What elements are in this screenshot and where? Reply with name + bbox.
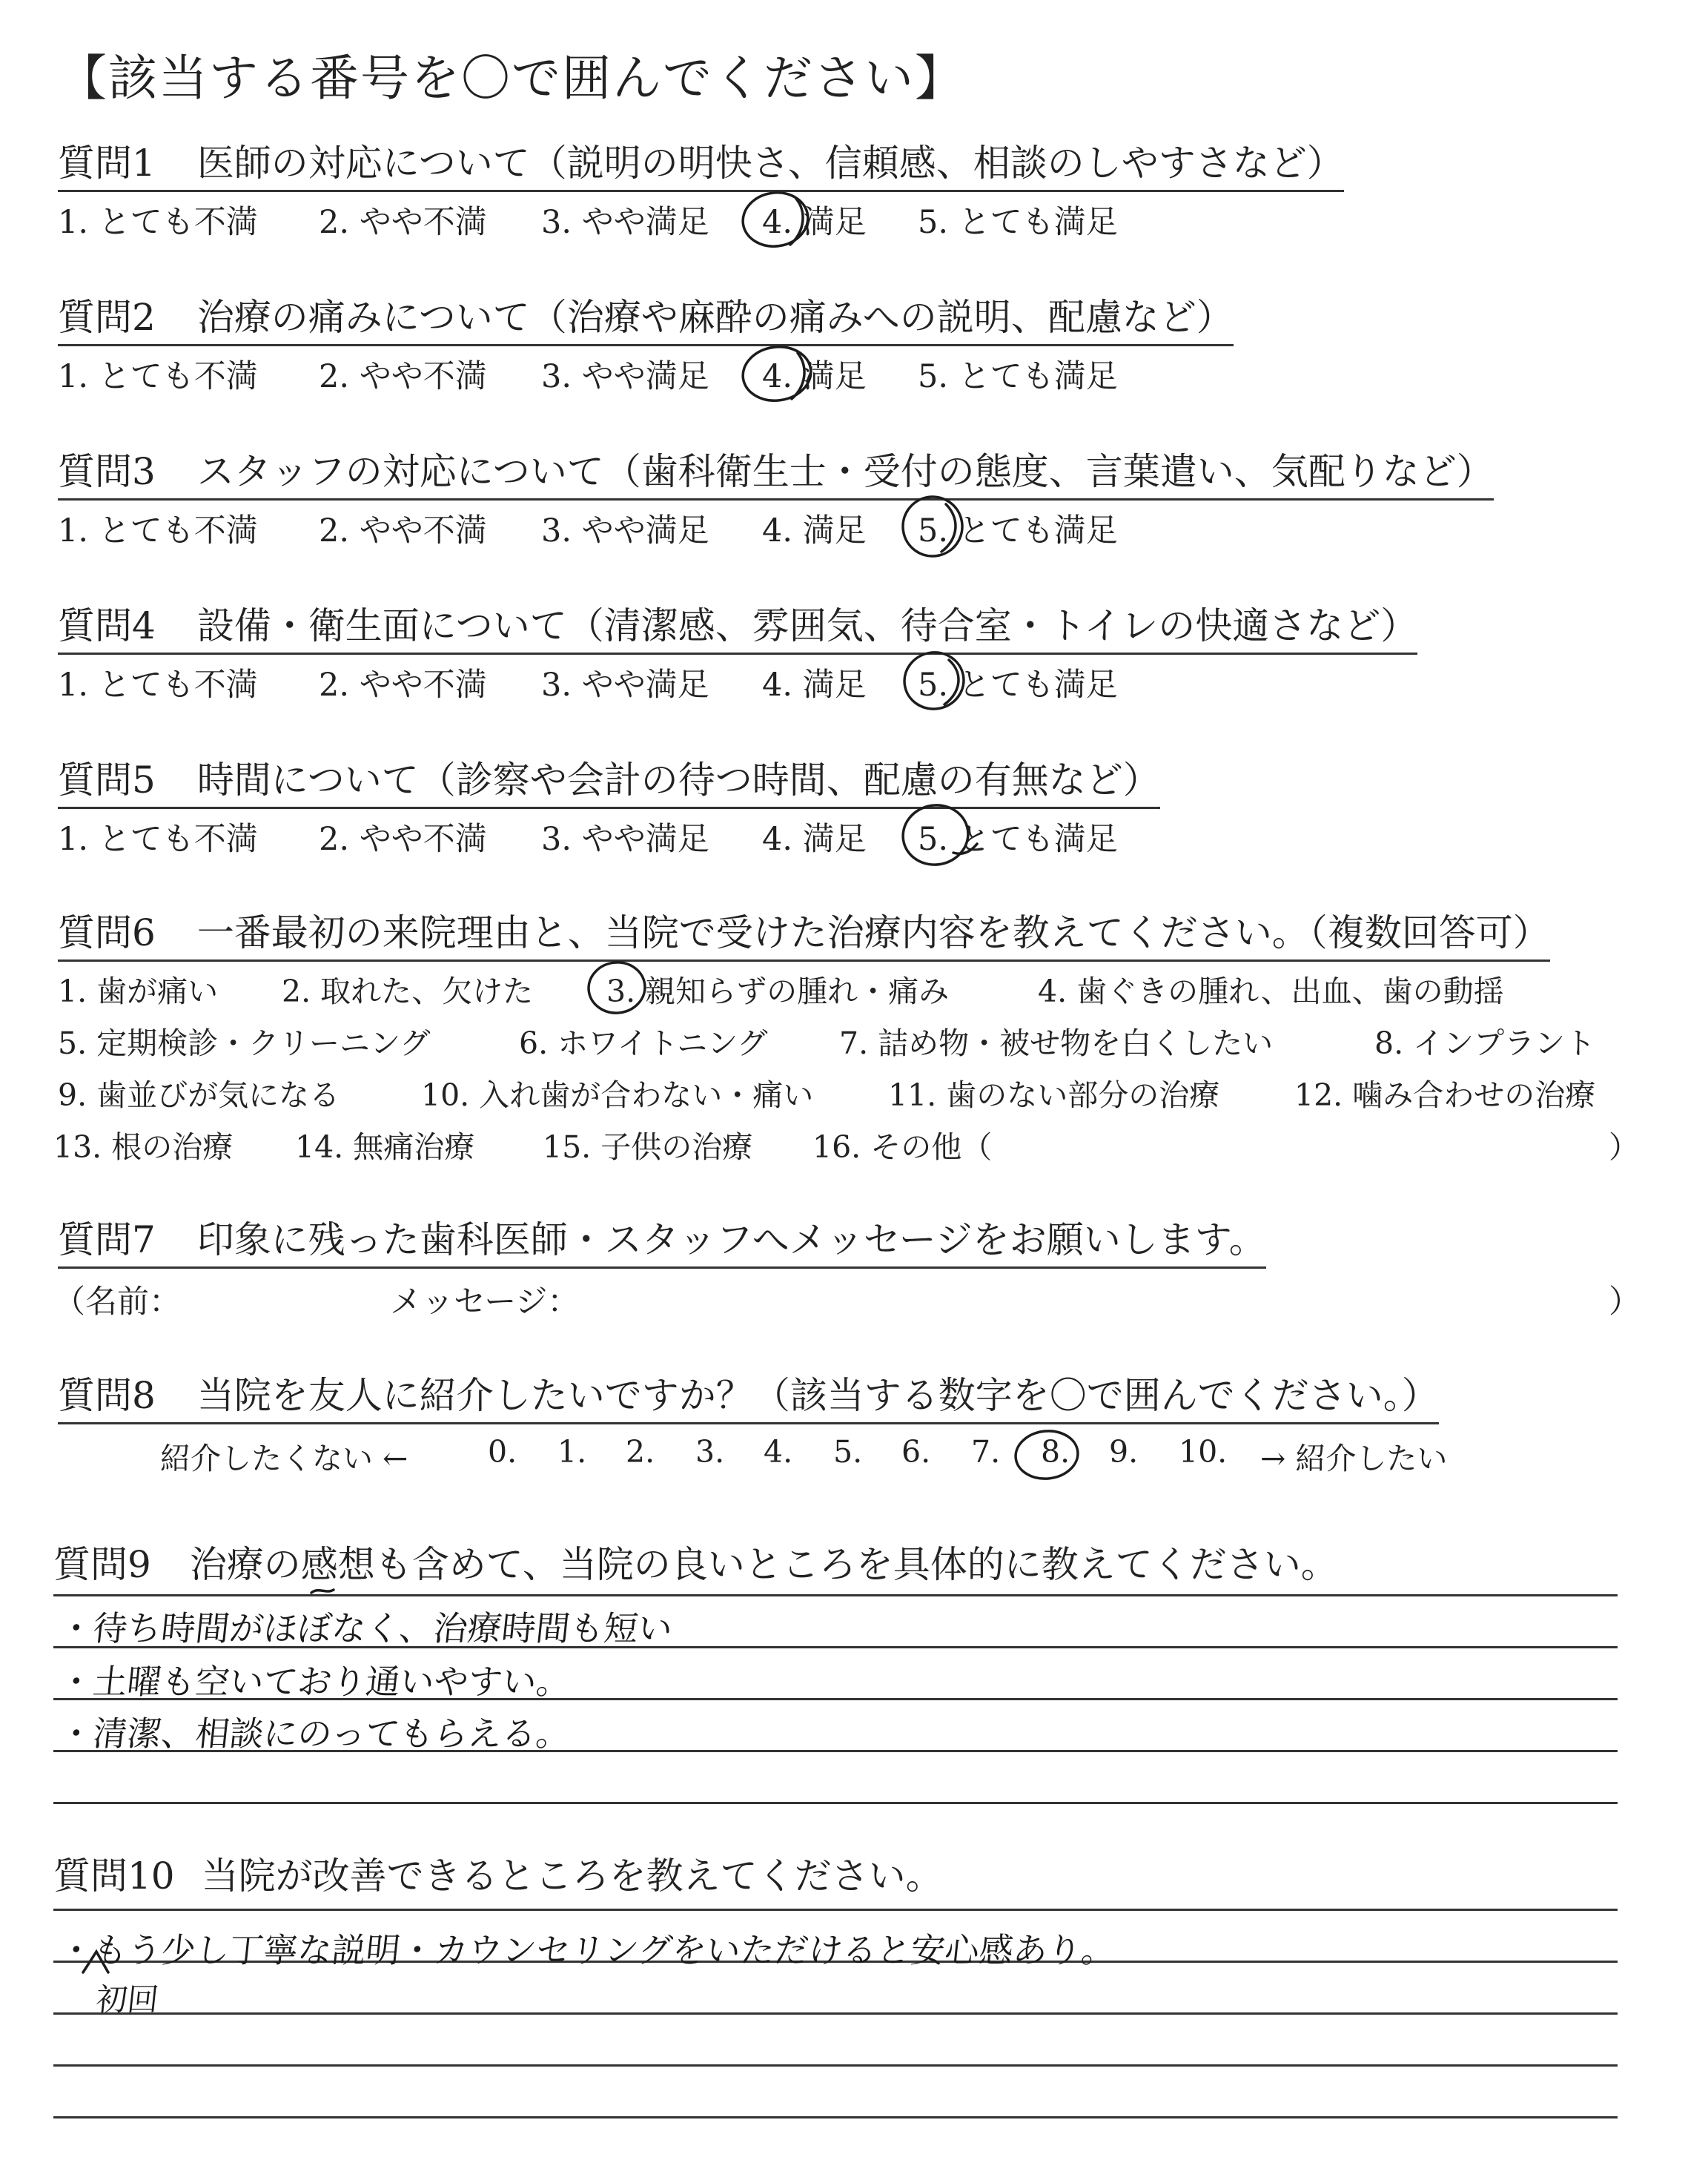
answer-line	[53, 2064, 1618, 2067]
option-1[interactable]: 1. とても不満	[58, 204, 258, 241]
message-label: メッセージ：	[390, 1284, 580, 1321]
option-3[interactable]: 3. やや満足	[541, 204, 709, 241]
answer-line	[53, 2012, 1618, 2015]
option-11[interactable]: 11. 歯のない部分の治療	[888, 1077, 1220, 1113]
handwritten-insertion: 初回	[94, 1981, 161, 2018]
option-5[interactable]: 5. 定期検診・クリーニング	[58, 1025, 431, 1061]
scale-3[interactable]: 3.	[695, 1434, 725, 1470]
option-13[interactable]: 13. 根の治療	[53, 1129, 234, 1165]
option-5[interactable]: 5. とても満足	[918, 204, 1118, 241]
option-2[interactable]: 2. やや不満	[319, 667, 487, 704]
answer-line	[53, 1594, 1618, 1596]
scale-right-label: → 紹介したい	[1260, 1441, 1448, 1476]
option-1[interactable]: 1. とても不満	[58, 667, 258, 704]
option-4[interactable]: 4. 満足	[762, 204, 867, 241]
option-8[interactable]: 8. インプラント	[1374, 1025, 1596, 1061]
question-number: 質問5	[58, 759, 156, 802]
question-number: 質問4	[58, 604, 156, 647]
option-12[interactable]: 12. 噛み合わせの治療	[1294, 1077, 1596, 1113]
scale-9[interactable]: 9.	[1109, 1434, 1139, 1470]
scale-left-label: 紹介したくない ←	[160, 1441, 408, 1476]
scale-10[interactable]: 10.	[1179, 1434, 1228, 1470]
question-9-header	[53, 1535, 1338, 1588]
option-3[interactable]: 3. やや満足	[541, 821, 709, 858]
close-paren: ）	[1609, 1284, 1641, 1321]
option-1[interactable]: 1. 歯が痛い	[58, 974, 219, 1009]
scale-2[interactable]: 2.	[626, 1434, 655, 1470]
option-10[interactable]: 10. 入れ歯が合わない・痛い	[421, 1077, 814, 1113]
handwritten-answer: ・待ち時間がほぼなく、治療時間も短い	[56, 1608, 675, 1648]
question-text: 一番最初の来院理由と、当院で受けた治療内容を教えてください。（複数回答可）	[196, 911, 1550, 954]
page-title: 【該当する番号を〇で囲んでください】	[58, 50, 965, 107]
question-text: 印象に残った歯科医師・スタッフへメッセージをお願いします。	[196, 1218, 1266, 1261]
option-5[interactable]: 5. とても満足	[918, 358, 1118, 395]
scale-7[interactable]: 7.	[971, 1434, 1001, 1470]
handwritten-answer: ・土曜も空いており通いやすい。	[56, 1662, 573, 1702]
option-2[interactable]: 2. やや不満	[319, 204, 487, 241]
question-text: 当院を友人に紹介したいですか？（該当する数字を〇で囲んでください。）	[196, 1374, 1439, 1417]
option-4[interactable]: 4. 満足	[762, 821, 867, 858]
question-text: 治療の痛みについて（治療や麻酔の痛みへの説明、配慮など）	[196, 296, 1234, 339]
question-10-header	[53, 1846, 943, 1900]
option-15[interactable]: 15. 子供の治療	[543, 1129, 753, 1165]
scale-4[interactable]: 4.	[764, 1434, 793, 1470]
option-3[interactable]: 3. やや満足	[541, 667, 709, 704]
scale-6[interactable]: 6.	[901, 1434, 931, 1470]
question-3-header	[58, 449, 1494, 501]
option-5[interactable]: 5. とても満足	[918, 667, 1118, 704]
question-number: 質問10	[53, 1855, 175, 1898]
answer-line	[53, 2116, 1618, 2118]
handwritten-answer: ・もう少し丁寧な説明・カウンセリングをいただけると安心感あり。	[56, 1930, 1118, 1970]
question-number: 質問1	[58, 142, 156, 185]
question-number: 質問7	[58, 1218, 156, 1261]
option-1[interactable]: 1. とても不満	[58, 512, 258, 549]
option-6[interactable]: 6. ホワイトニング	[519, 1025, 768, 1061]
question-7-header	[58, 1218, 1266, 1269]
question-4-header	[58, 604, 1417, 655]
option-4[interactable]: 4. 満足	[762, 667, 867, 704]
option-4[interactable]: 4. 満足	[762, 512, 867, 549]
option-1[interactable]: 1. とても不満	[58, 821, 258, 858]
option-9[interactable]: 9. 歯並びが気になる	[58, 1077, 340, 1113]
option-4[interactable]: 4. 満足	[762, 358, 867, 395]
option-5[interactable]: 5. とても満足	[918, 512, 1118, 549]
question-text: スタッフの対応について（歯科衛生士・受付の態度、言葉遣い、気配りなど）	[196, 450, 1494, 493]
question-number: 質問9	[53, 1543, 151, 1586]
option-3[interactable]: 3. やや満足	[541, 512, 709, 549]
option-4[interactable]: 4. 歯ぐきの腫れ、出血、歯の動揺	[1038, 974, 1504, 1009]
question-text: 治療の感想も含めて、当院の良いところを具体的に教えてください。	[189, 1543, 1338, 1586]
question-number: 質問8	[58, 1374, 156, 1417]
option-2[interactable]: 2. やや不満	[319, 358, 487, 395]
question-1-header	[58, 141, 1344, 192]
option-16-other[interactable]: 16. その他（	[812, 1129, 993, 1165]
question-number: 質問6	[58, 911, 156, 954]
question-number: 質問2	[58, 296, 156, 339]
answer-line	[53, 1802, 1618, 1804]
name-label: （名前：	[53, 1284, 181, 1321]
answer-line	[53, 1909, 1618, 1911]
option-2[interactable]: 2. 取れた、欠けた	[282, 974, 534, 1009]
question-text: 設備・衛生面について（清潔感、雰囲気、待合室・トイレの快適さなど）	[196, 604, 1418, 647]
option-7[interactable]: 7. 詰め物・被せ物を白くしたい	[839, 1025, 1274, 1061]
pen-stroke	[311, 1590, 334, 1593]
question-2-header	[58, 295, 1234, 346]
scale-5[interactable]: 5.	[833, 1434, 863, 1470]
option-3[interactable]: 3. やや満足	[541, 358, 709, 395]
question-text: 時間について（診察や会計の待つ時間、配慮の有無など）	[196, 759, 1160, 802]
option-2[interactable]: 2. やや不満	[319, 512, 487, 549]
scale-0[interactable]: 0.	[488, 1434, 517, 1470]
scale-8[interactable]: 8.	[1041, 1434, 1070, 1470]
option-5[interactable]: 5. とても満足	[918, 821, 1118, 858]
option-3[interactable]: 3. 親知らずの腫れ・痛み	[606, 974, 950, 1009]
option-1[interactable]: 1. とても不満	[58, 358, 258, 395]
scale-1[interactable]: 1.	[557, 1434, 587, 1470]
option-2[interactable]: 2. やや不満	[319, 821, 487, 858]
option-14[interactable]: 14. 無痛治療	[295, 1129, 475, 1165]
question-6-header	[58, 911, 1550, 962]
question-5-header	[58, 758, 1160, 809]
handwritten-answer: ・清潔、相談にのってもらえる。	[56, 1714, 573, 1754]
close-paren: ）	[1609, 1129, 1639, 1165]
question-text: 当院が改善できるところを教えてください。	[201, 1855, 943, 1898]
question-number: 質問3	[58, 450, 156, 493]
question-8-header	[58, 1373, 1439, 1424]
question-text: 医師の対応について（説明の明快さ、信頼感、相談のしやすさなど）	[196, 142, 1344, 185]
